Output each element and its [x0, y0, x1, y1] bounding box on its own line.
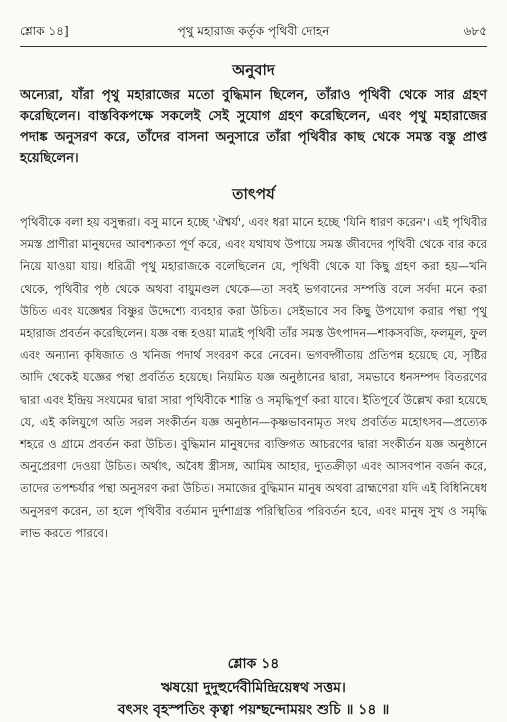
shloka-heading: শ্লোক ১৪ — [227, 656, 280, 672]
page-header — [20, 20, 487, 42]
verse-line-1: ঋষয়ো দুদুহুর্দেবীমিন্দ্রিয়েষ্বথ সত্তম। — [161, 680, 346, 696]
translation-heading: অনুবাদ — [232, 61, 275, 79]
page-number: ৬৮৫ — [463, 24, 487, 38]
header-divider — [20, 46, 487, 47]
translation-text: অন্যেরা, যাঁরা পৃথু মহারাজের মতো বুদ্ধিমান ছিলেন, তাঁরাও পৃথিবী থেকে সার গ্রহণ করেছিলেন। বাস্তবিকপক্ষে সকলেই সেই সুযোগ গ্রহণ করেছিলেন, এবং পৃথু মহারাজের পদাঙ্ক অনুসরণ করে, তাঁদের বাসনা অনুসারে তাঁরা পৃথিবীর কাছ থেকে সমস্ত বস্তু প্রাপ্ত হয়েছিলেন। — [20, 88, 487, 166]
header-chapter-title: পৃথু মহারাজ কর্তৃক পৃথিবী দোহন — [177, 24, 330, 38]
header-verse-ref: শ্লোক ১৪] — [20, 24, 69, 38]
purport-heading: তাৎপর্য — [232, 185, 275, 203]
purport-text: পৃথিবীকে বলা হয় বসুন্ধরা। বসু মানে হচ্ছে 'ঐশ্বর্য', এবং ধরা মানে হচ্ছে 'যিনি ধারণ করেন'। এই পৃথিবীর সমস্ত প্রাণীরা মানুষদের আবশ্যকতা পূর্ণ করে, এবং যথাযথ উপায়ে সমস্ত জীবদের পৃথিবী থেকে বার করে নিয়ে যাওয়া যায়। ধরিত্রী পৃথু মহারাজকে বলেছিলেন যে, পৃথিবী থেকে যা কিছু গ্রহণ করা হয়—খনি থেকে, পৃথিবীর পৃষ্ঠ থেকে অথবা বায়ুমণ্ডল থেকে—তা সবই ভগবানের সম্পত্তি বলে সর্বদা মনে করা উচিত এবং যজ্ঞেশ্বর বিষ্ণুর উদ্দেশ্যে ব্যবহার করা উচিত। সেইভাবে সব কিছু উপযোগ করার পন্থা পৃথু মহারাজ প্রবর্তন করেছিলেন। যজ্ঞ বন্ধ হওয়া মাত্রই পৃথিবী তাঁর সমস্ত উৎপাদন—শাকসবজি, ফলমূল, ফুল এবং অন্যান্য কৃষিজাত ও খনিজ পদার্থ সংবরণ করে নেবেন। ভগবদ্গীতায় প্রতিপন্ন হয়েছে যে, সৃষ্টির আদি থেকেই যজ্ঞের পন্থা প্রবর্তিত হয়েছে। নিয়মিত যজ্ঞ অনুষ্ঠানের দ্বারা, সমভাবে ধনসম্পদ বিতরণের দ্বারা এবং ইন্দ্রিয় সংযমের দ্বারা সারা পৃথিবীকে শান্তি ও সমৃদ্ধিপূর্ণ করা যাবে। ইতিপূর্বে উল্লেখ করা হয়েছে যে, এই কলিযুগে অতি সরল সংকীর্তন যজ্ঞ অনুষ্ঠান—কৃষ্ণভাবনামৃত সংঘ প্রবর্তিত মহোৎসব—প্রত্যেক শহরে ও গ্রামে প্রবর্তন করা উচিত। বুদ্ধিমান মানুষদের ব্যক্তিগত আচরণের দ্বারা সংকীর্তন যজ্ঞ অনুষ্ঠানে অনুপ্রেরণা দেওয়া উচিত। অর্থাৎ, অবৈধ স্ত্রীসঙ্গ, আমিষ আহার, দ্যুতক্রীড়া এবং আসবপান বর্জন করে, তাদের তপশ্চর্যার পন্থা অনুসরণ করা উচিত। সমাজের বুদ্ধিমান মানুষ অথবা ব্রাহ্মণেরা যদি এই বিধিনিষেধ অনুসরণ করেন, তা হলে পৃথিবীর বর্তমান দুর্দশাগ্রস্ত পরিস্থিতির পরিবর্তন হবে, এবং মানুষ সুখ ও সমৃদ্ধি লাভ করতে পারবে। — [20, 215, 487, 540]
verse-line-2: বৎসং বৃহস্পতিং কৃত্বা পয়শ্ছন্দোময়ং শুচি ॥ ১৪ ॥ — [117, 702, 390, 718]
